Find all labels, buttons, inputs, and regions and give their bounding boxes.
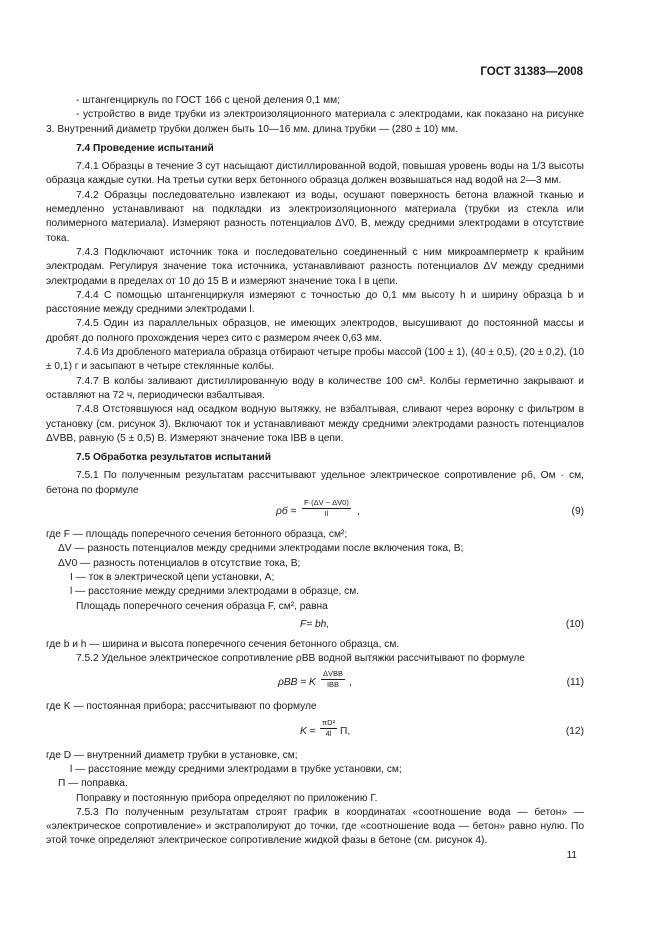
page-number: 11 xyxy=(566,850,577,861)
eq11-numerator: ΔVВВ xyxy=(323,669,344,679)
eq11-denominator: IВВ xyxy=(326,680,340,690)
document-body xyxy=(46,94,584,849)
def-l-tube: l — расстояние между средними электродами в трубке установки, см; xyxy=(70,763,402,775)
eq11-number: (11) xyxy=(566,677,584,689)
def-I: I — ток в электрической цепи установки, А; xyxy=(70,571,275,583)
para-7-4-8: 7.4.8 Отстоявшуюся над осадком водную вытяжку, не взбалтывая, сливают через воронку с фильтром в установку (см. рисунок 3). Включают ток и устанавливают между средними электродами разность потенциалов ΔVВВ, равную (5 ± 0,5) В. Измеряют значение тока IВВ в цепи. xyxy=(46,404,584,444)
para-7-4-6: 7.4.6 Из дробленого материала образца отбирают четыре пробы массой (100 ± 1), (40 ± 0,5), (20 ± 0,2), (10 ± 0,1) г и засыпают в четыре стеклянные колбы. xyxy=(46,347,584,373)
def-P: П — поправка. xyxy=(58,778,128,790)
standard-header: ГОСТ 31383—2008 xyxy=(480,66,583,78)
para-correction: Поправку и постоянную прибора определяют по приложению Г. xyxy=(76,792,378,804)
section-7-4-heading: 7.4 Проведение испытаний xyxy=(76,142,214,154)
bullet-tube-device: - устройство в виде трубки из электроизоляционного материала с электродами, как показано на рисунке 3. Внутренний диаметр трубки должен быть 10—16 мм. длина трубки — (280 ± 10) мм. xyxy=(46,109,584,135)
para-bh: где b и h — ширина и высота поперечного сечения бетонного образца, см. xyxy=(46,638,400,650)
eq12-denominator: 4l xyxy=(325,728,332,738)
def-l: l — расстояние между средними электродами в образце, см. xyxy=(70,586,360,598)
equation-11 xyxy=(46,666,584,700)
def-dV0: ΔV0 — разность потенциалов в отсутствие тока, В; xyxy=(58,557,301,569)
eq11-tail: , xyxy=(349,677,352,689)
eq9-tail: , xyxy=(357,506,360,518)
def-D: где D — внутренний диаметр трубки в установке, см; xyxy=(46,749,298,761)
para-7-4-2: 7.4.2 Образцы последовательно извлекают из воды, осушают поверхность бетона влажной тканью и немедленно устанавливают на подкладки из электроизоляционного материала (трубки из стекла или полимерного материала). Измеряют разность потенциалов ΔV0, В, между средними электродами в отсутствие тока. xyxy=(46,189,584,244)
definitions-eq9 xyxy=(46,528,584,599)
para-7-4-4: 7.4.4 С помощью штангенциркуля измеряют с точностью до 0,1 мм высоту h и ширину образца b и расстояние между средними электродами l. xyxy=(46,289,584,316)
eq9-number: (9) xyxy=(571,506,584,518)
para-7-5-2: 7.5.2 Удельное электрическое сопротивление ρВВ водной вытяжки рассчитывают по формуле xyxy=(76,653,525,665)
eq9-lhs: ρб = xyxy=(276,506,297,518)
eq9-fraction xyxy=(302,498,351,519)
equation-9 xyxy=(46,498,584,528)
para-k: где K — постоянная прибора; рассчитывают по формуле xyxy=(46,701,317,713)
eq10-formula: F= bh, xyxy=(300,618,330,630)
equation-12 xyxy=(46,715,584,749)
eq10-number: (10) xyxy=(565,618,584,630)
definitions-eq12 xyxy=(46,749,584,792)
eq12-fraction xyxy=(320,718,337,739)
section-7-5-heading: 7.5 Обработка результатов испытаний xyxy=(76,452,271,464)
bullet-caliper: - штангенциркуль по ГОСТ 166 с ценой деления 0,1 мм; xyxy=(76,95,341,106)
para-7-5-1: 7.5.1 По полученным результатам рассчитывают удельное электрическое сопротивление ρб, Ом · см, бетона по формуле xyxy=(46,470,584,496)
para-7-4-7: 7.4.7 В колбы заливают дистиллированную воду в количестве 100 см³. Колбы герметично закрывают и оставляют на 72 ч, периодически взбалтывая. xyxy=(46,375,584,401)
eq11-lhs: ρВВ = K xyxy=(278,677,316,689)
para-7-4-3: 7.4.3 Подключают источник тока и последовательно соединенный с ним микроамперметр к крайним электродам. Регулируя значение тока источника, устанавливают разность потенциалов ΔV между средними электродами в пределах от 10 до 15 В и измеряют значение тока I в цепи. xyxy=(46,246,584,287)
eq12-lhs: K = xyxy=(300,725,316,737)
eq9-numerator: F·(ΔV − ΔV0) xyxy=(304,498,349,508)
para-7-5-3: 7.5.3 По полученным результатам строят график в координатах «соотношение вода — бетон» — «электрическое сопротивление» и экстраполируют до точки, где «соотношение вода — бетон» равно нулю. По этой точке определяют электрическое сопротивление жидкой фазы в бетоне (см. рисунок 4). xyxy=(46,806,584,847)
para-7-4-5: 7.4.5 Один из параллельных образцов, не имеющих электродов, высушивают до постоянной массы и дробят до полного прохождения через сито с размером ячеек 0,63 мм. xyxy=(46,318,584,344)
eq12-numerator: πD² xyxy=(322,717,336,727)
eq9-denominator: Il xyxy=(324,509,329,519)
def-F: где F — площадь поперечного сечения бетонного образца, см²; xyxy=(46,529,348,541)
equation-10 xyxy=(46,614,584,638)
eq12-number: (12) xyxy=(565,725,584,737)
para-7-4-1: 7.4.1 Образцы в течение 3 сут насыщают дистиллированной водой, повышая уровень воды на 1/3 высоты образца каждые сутки. На третьи сутки верх бетонного образца должен возвышаться над водой на 2—3 мм. xyxy=(46,161,584,187)
def-dV: ΔV — разность потенциалов между средними электродами после включения тока, В; xyxy=(58,543,464,555)
para-area: Площадь поперечного сечения образца F, см², равна xyxy=(76,600,328,612)
eq11-fraction xyxy=(321,669,345,690)
eq12-tail: П, xyxy=(340,725,351,737)
